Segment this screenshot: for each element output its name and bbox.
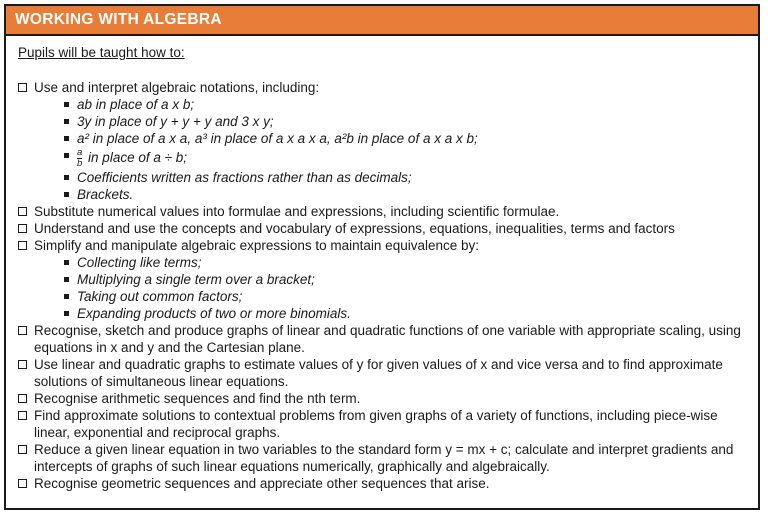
sub-item [64, 254, 746, 271]
small-filled-square-icon [64, 119, 69, 124]
small-filled-square-icon [64, 260, 69, 265]
checkbox-outline-icon [18, 241, 27, 250]
checklist [18, 79, 746, 492]
sub-item-text: Coefficients written as fractions rather than as decimals; [77, 170, 412, 185]
checkbox-outline-icon [18, 207, 27, 216]
small-filled-square-icon [64, 102, 69, 107]
header-band [6, 6, 758, 36]
sub-item-text: a² in place of a x a, a³ in place of a x a x a, a²b in place of a x a x b; [77, 131, 478, 146]
small-filled-square-icon [64, 153, 69, 158]
sub-item [64, 305, 746, 322]
checklist-item-text: Understand and use the concepts and vocabulary of expressions, equations, inequalities, terms and factors [34, 221, 675, 236]
checklist-item-text: Substitute numerical values into formulae and expressions, including scientific formulae. [34, 204, 560, 219]
checklist-item [18, 220, 746, 237]
checklist-item [18, 390, 746, 407]
small-filled-square-icon [64, 294, 69, 299]
sub-item-text: ab in place of a x b; [77, 97, 195, 112]
fraction-numerator: a [77, 146, 83, 158]
checkbox-outline-icon [18, 479, 27, 488]
small-filled-square-icon [64, 192, 69, 197]
checklist-item [18, 407, 746, 441]
small-filled-square-icon [64, 175, 69, 180]
checklist-item [18, 79, 746, 96]
checklist-item-text: Recognise geometric sequences and appreciate other sequences that arise. [34, 476, 490, 491]
checklist-item [18, 203, 746, 220]
checkbox-outline-icon [18, 360, 27, 369]
small-filled-square-icon [64, 277, 69, 282]
checkbox-outline-icon [18, 326, 27, 335]
checklist-item [18, 322, 746, 356]
checklist-item-text: Find approximate solutions to contextual problems from given graphs of a variety of functions, including piece-wise linear, exponential and reciprocal graphs. [34, 408, 718, 440]
sub-item [64, 186, 746, 203]
checkbox-outline-icon [18, 83, 27, 92]
checkbox-outline-icon [18, 411, 27, 420]
small-filled-square-icon [64, 136, 69, 141]
checklist-item-text: Recognise arithmetic sequences and find the nth term. [34, 391, 361, 406]
sub-item [64, 147, 746, 169]
fraction-denominator: b [77, 157, 83, 169]
document-frame [4, 4, 760, 510]
subtitle: Pupils will be taught how to: [18, 45, 185, 60]
checklist-item [18, 441, 746, 475]
checklist-item-text: Reduce a given linear equation in two variables to the standard form y = mx + c; calculate and interpret gradients and intercepts of graphs of such linear equations numerically, graphically and algebraically. [34, 442, 734, 474]
sub-item-text: in place of a ÷ b; [84, 150, 188, 165]
sub-item [64, 169, 746, 186]
checklist-item [18, 237, 746, 254]
sub-item [64, 271, 746, 288]
sub-item-text: Multiplying a single term over a bracket; [77, 272, 315, 287]
sub-item [64, 130, 746, 147]
checklist-item-text: Use and interpret algebraic notations, including: [34, 80, 320, 95]
checklist-item-text: Use linear and quadratic graphs to estimate values of y for given values of x and vice versa and to find approximate solutions of simultaneous linear equations. [34, 357, 723, 389]
sub-item-text: Brackets. [77, 187, 134, 202]
sub-item-text: Expanding products of two or more binomials. [77, 306, 351, 321]
sub-item-text: 3y in place of y + y + y and 3 x y; [77, 114, 274, 129]
checkbox-outline-icon [18, 394, 27, 403]
checklist-item [18, 475, 746, 492]
sub-item [64, 288, 746, 305]
sub-item [64, 96, 746, 113]
checklist-item-text: Recognise, sketch and produce graphs of linear and quadratic functions of one variable with appropriate scaling, using equations in x and y and the Cartesian plane. [34, 323, 741, 355]
sub-item [64, 113, 746, 130]
checkbox-outline-icon [18, 224, 27, 233]
content-area [6, 36, 758, 492]
sub-item-text: Collecting like terms; [77, 255, 202, 270]
checkbox-outline-icon [18, 445, 27, 454]
checklist-item-text: Simplify and manipulate algebraic expressions to maintain equivalence by: [34, 238, 479, 253]
page-title: WORKING WITH ALGEBRA [15, 11, 222, 28]
sub-item-text: Taking out common factors; [77, 289, 243, 304]
fraction-a-over-b [77, 148, 82, 169]
checklist-item [18, 356, 746, 390]
small-filled-square-icon [64, 311, 69, 316]
